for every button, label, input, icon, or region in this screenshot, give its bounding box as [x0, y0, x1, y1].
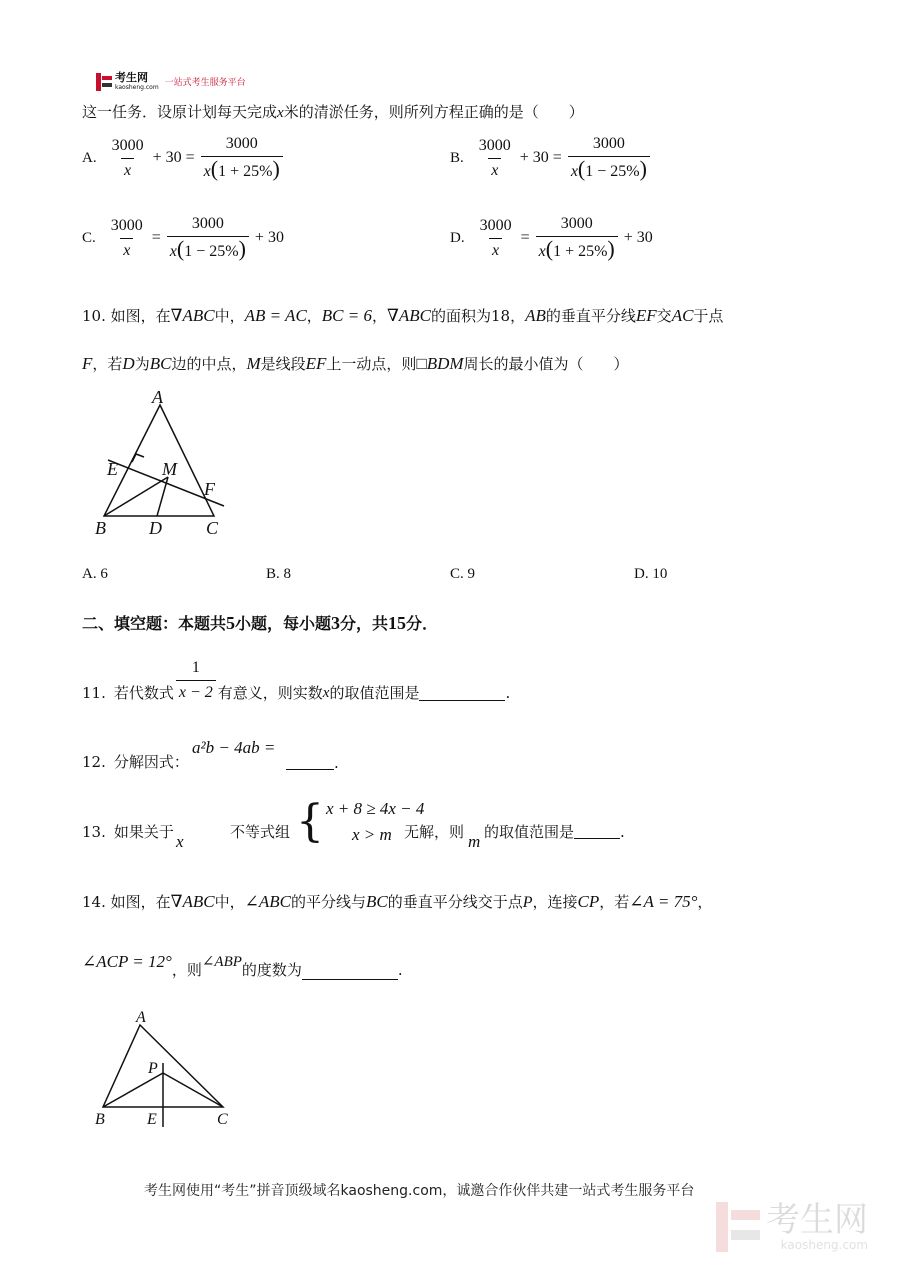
q13-text-row [82, 822, 174, 842]
q10-s6: M [246, 354, 261, 373]
q12-answer-blank[interactable] [286, 753, 334, 770]
frac-den-inner: 1 + 25% [553, 243, 608, 260]
q10-figure [90, 385, 240, 545]
q14-stem-line2 [82, 952, 403, 980]
q10-s11: 周长的最小值为（ ） [463, 355, 629, 373]
q10-stem-line2 [82, 354, 629, 374]
q10-s10: □BDM [416, 354, 464, 373]
label-b: B [95, 518, 106, 538]
option-label: D. [450, 229, 465, 246]
frac-num: 3000 [478, 136, 511, 154]
option-value: 9 [467, 566, 476, 582]
q10-t10: 的垂直平分线 [545, 307, 636, 325]
q13-ineq1: x + 8 ≥ 4x − 4 [326, 799, 425, 818]
q12-end: . [334, 754, 339, 772]
q10-s5: 边的中点， [171, 355, 247, 373]
q14-t10: ，若 [599, 893, 630, 911]
fraction [109, 136, 147, 181]
frac-den-var: x [570, 163, 578, 180]
frac-num: 3000 [191, 215, 224, 232]
q13-end: . [620, 823, 625, 841]
q10-t12: 交 [656, 307, 672, 325]
q13-ineq2: x > m [352, 825, 392, 844]
section-title-c: 分，共 [340, 614, 389, 633]
q10-option-b[interactable] [266, 564, 291, 584]
option-value: 6 [100, 566, 108, 582]
label-c: C [217, 1111, 228, 1128]
q13-answer-blank[interactable] [574, 822, 620, 839]
q10-t13: AC [671, 306, 694, 325]
frac-den-inner: 1 + 25% [218, 163, 273, 180]
q11-fraction [176, 658, 216, 703]
q10-s9: 上一动点，则 [326, 355, 417, 373]
q14-answer-blank[interactable] [302, 963, 398, 980]
frac-num: 3000 [560, 215, 593, 232]
q14-s2: ∠ABP [201, 954, 242, 970]
logo-sub: kaosheng.com [115, 84, 159, 91]
operator: = [520, 229, 530, 246]
watermark-logo-icon [716, 1202, 760, 1252]
q14-t11: ∠A = 75° [629, 892, 698, 911]
frac-num: 1 [191, 659, 200, 676]
q13-num: 13. [82, 823, 106, 841]
right-angle-mark [132, 454, 144, 462]
operator: = [151, 229, 161, 246]
frac-den: x [121, 158, 134, 181]
frac-num: 3000 [479, 216, 512, 234]
frac-num: 3000 [111, 136, 144, 154]
q10-option-a[interactable] [82, 564, 108, 584]
option-label: A. [82, 566, 97, 582]
option-label: A. [82, 149, 97, 166]
q10-t2: 中， [214, 307, 245, 325]
q11-text-b: 有意义，则实数 [217, 683, 323, 702]
q10-t3: AB = AC [244, 306, 307, 325]
q14-s3: 的度数为 [241, 961, 302, 979]
option-label: B. [450, 149, 464, 166]
operator: + 30 = [152, 149, 195, 166]
q10-stem-line1 [82, 306, 723, 326]
option-value: 10 [652, 566, 668, 582]
q10-t8: 的面积为18， [431, 307, 526, 325]
watermark-text: 考生网 [766, 1200, 868, 1240]
frac-den-var: x [538, 243, 546, 260]
q11-text-a: 若代数式 [113, 683, 174, 702]
q13-tail [484, 822, 625, 842]
q10-t5: BC = 6 [321, 306, 372, 325]
label-m: M [162, 459, 177, 479]
q9-option-a[interactable] [82, 134, 293, 182]
q9-option-b[interactable] [450, 134, 660, 182]
frac-den: x [120, 238, 133, 261]
footer-text: 考生网使用“考生”拼音顶级域名kaosheng.com，诚邀合作伙伴共建一站式考生服务平台 [144, 1183, 695, 1199]
q13-text-a: 如果关于 [113, 823, 174, 841]
q12-expr: a²b − 4ab = [192, 738, 276, 757]
segment-bp [103, 1073, 163, 1107]
operator-tail: + 30 [623, 229, 653, 246]
q9-option-d[interactable] [450, 214, 657, 262]
watermark [716, 1202, 868, 1252]
q11-end: . [505, 683, 511, 702]
q14-t6: 的垂直平分线交于点 [387, 893, 523, 911]
fraction [477, 216, 515, 261]
frac-den: x [488, 158, 501, 181]
label-a: A [136, 1009, 146, 1026]
label-d: D [149, 518, 162, 538]
fraction: $\frac{3000}{x(1 + 25\%)}$ [201, 134, 283, 182]
q13-text-c: 无解，则 [404, 823, 465, 841]
frac-num: 3000 [225, 135, 258, 152]
q10-s1: ，若 [92, 355, 123, 373]
label-e: E [107, 459, 118, 479]
q14-t12: ， [697, 893, 713, 911]
q14-t9: CP [577, 892, 600, 911]
section-title-a: 二、填空题：本题共 [82, 614, 227, 633]
frac-den-inner: 1 − 25% [585, 163, 640, 180]
option-label: B. [266, 566, 280, 582]
q14-t7: P [522, 894, 533, 911]
q12 [82, 752, 189, 772]
q9-text-a: 这一任务．设原计划每天完成 [82, 103, 278, 121]
q10-s2: D [122, 354, 135, 373]
fraction: $\frac{3000}{x(1 - 25\%)}$ [167, 214, 249, 262]
frac-num: 3000 [592, 135, 625, 152]
option-label: C. [82, 229, 96, 246]
q10-option-c[interactable] [450, 564, 475, 584]
q10-s3: 为 [134, 355, 150, 373]
q10-s8: EF [305, 354, 327, 373]
frac-den: x [489, 238, 502, 261]
q9-text-b: 米的清淤任务，则所列方程正确的是（ ） [283, 103, 584, 121]
fraction: $\frac{3000}{x(1 - 25\%)}$ [568, 134, 650, 182]
q10-t9: AB [525, 306, 546, 325]
frac-num: 3000 [110, 216, 143, 234]
section-n3: 15 [388, 613, 407, 633]
q14-t4: 的平分线与 [290, 893, 366, 911]
q11 [82, 658, 510, 703]
header-logo [96, 72, 246, 91]
q10-option-d[interactable] [634, 564, 667, 584]
frac-den: x − 2 [176, 680, 216, 703]
q14-t1: ∇ABC [170, 892, 215, 911]
label-e: E [147, 1111, 157, 1128]
header-slogan: 一站式考生服务平台 [164, 78, 246, 88]
q9-var: x [277, 105, 284, 121]
option-value: 8 [283, 566, 292, 582]
q13-text-b: 不等式组 [230, 823, 291, 841]
q10-t6: ， [372, 307, 388, 325]
q9-stem-tail [82, 102, 584, 123]
q14-t3: ∠ABC [244, 892, 291, 911]
label-p: P [148, 1060, 158, 1077]
q10-t14: 于点 [693, 307, 724, 325]
q13-text-d: 的取值范围是 [484, 823, 575, 841]
q12-num: 12. [82, 753, 106, 771]
logo-text: 考生网 [115, 71, 148, 84]
q11-num: 11. [82, 683, 106, 702]
triangle-abc [104, 405, 214, 516]
label-c: C [206, 518, 219, 538]
q10-t0: 10. 如图，在 [82, 307, 171, 325]
q10-s7: 是线段 [260, 355, 306, 373]
fraction: $\frac{3000}{x(1 + 25\%)}$ [536, 214, 618, 262]
q14-t2: 中， [214, 893, 245, 911]
fraction [108, 216, 146, 261]
section-title-d: 分． [406, 614, 439, 633]
label-f: F [204, 479, 215, 499]
label-b: B [95, 1111, 105, 1128]
frac-den-var: x [203, 163, 211, 180]
option-label: C. [450, 566, 464, 582]
q10-t7: ∇ABC [387, 306, 431, 325]
q14-t8: ，连接 [532, 893, 578, 911]
fraction [476, 136, 514, 181]
q11-var: x [322, 684, 330, 701]
q13-var: x [176, 832, 184, 851]
q14-figure [90, 1005, 240, 1130]
q10-s0: F [82, 354, 93, 373]
q10-s4: BC [149, 354, 172, 373]
q10-t4: ， [306, 307, 322, 325]
section-n2: 3 [331, 613, 341, 633]
frac-den-inner: 1 − 25% [184, 243, 239, 260]
section-title-b: 小题，每小题 [235, 614, 332, 633]
section-n1: 5 [226, 613, 236, 633]
brace-icon: { [296, 796, 324, 847]
q9-option-c[interactable] [82, 214, 288, 262]
q14-s1: ，则 [171, 961, 202, 979]
q14-s4: . [397, 961, 403, 979]
q13-var2: m [468, 832, 481, 851]
logo-icon [96, 73, 112, 91]
section-2-title [82, 611, 438, 634]
option-label: D. [634, 566, 649, 582]
q11-answer-blank[interactable] [419, 684, 505, 701]
q10-t1: ∇ABC [170, 306, 215, 325]
frac-den-var: x [169, 243, 177, 260]
q14-t0: 14. 如图，在 [82, 893, 171, 911]
operator-tail: + 30 [254, 229, 284, 246]
q11-text-c: 的取值范围是 [329, 683, 420, 702]
operator: + 30 = [519, 149, 562, 166]
watermark-sub: kaosheng.com [780, 1238, 868, 1252]
q12-answer-row [286, 753, 339, 773]
q12-text-a: 分解因式： [113, 753, 189, 771]
q10-t11: EF [635, 306, 657, 325]
q14-stem-line1 [82, 892, 712, 913]
label-a: A [152, 387, 163, 407]
q14-t5: BC [366, 892, 388, 911]
q14-s0: ∠ACP = 12° [82, 952, 172, 971]
